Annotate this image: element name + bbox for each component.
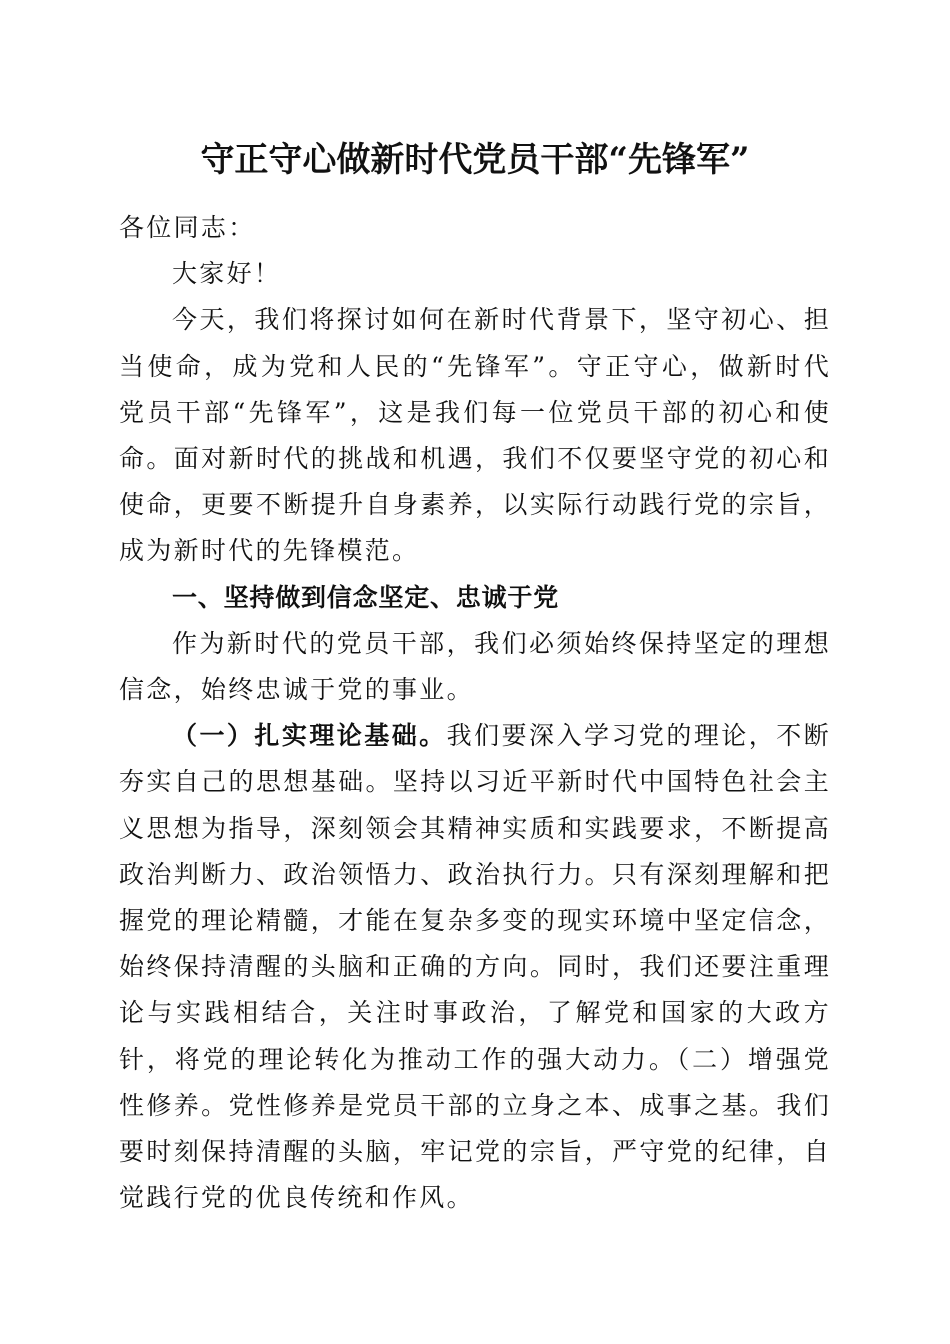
section-heading-1: 一、坚持做到信念坚定、忠诚于党 xyxy=(172,582,560,612)
subsection-1-lead: （一）扎实理论基础。 xyxy=(172,721,447,751)
subsection-2-lead: （二）增强党性修养。 xyxy=(119,1044,831,1120)
intro-paragraph: 今天，我们将探讨如何在新时代背景下，坚守初心、担当使命，成为党和人民的“先锋军”。守正守心，做新时代党员干部“先锋军”，这是我们每一位党员干部的初心和使命。面对新时代的挑战和机遇，我们不仅要坚守党的初心和使命，更要不断提升自身素养，以实际行动践行党的宗旨，成为新时代的先锋模范。 xyxy=(119,305,831,566)
subsection-1-text: 我们要深入学习党的理论，不断夯实自己的思想基础。坚持以习近平新时代中国特色社会主义思想为指导，深刻领会其精神实质和实践要求，不断提高政治判断力、政治领悟力、政治执行力。只有深刻理解和把握党的理论精髓，才能在复杂多变的现实环境中坚定信念，始终保持清醒的头脑和正确的方向。同时，我们还要注重理论与实践相结合，关注时事政治，了解党和国家的大政方针，将党的理论转化为推动工作的强大动力。 xyxy=(119,721,831,1074)
document-body xyxy=(119,205,831,1221)
subsection-2-text: 党性修养是党员干部的立身之本、成事之基。我们要时刻保持清醒的头脑，牢记党的宗旨，严守党的纪律，自觉践行党的优良传统和作风。 xyxy=(119,1090,832,1213)
subsection-paragraph xyxy=(119,713,831,1221)
salutation: 各位同志： xyxy=(119,213,256,242)
greeting: 大家好！ xyxy=(172,259,282,289)
section-1-intro: 作为新时代的党员干部，我们必须始终保持坚定的理想信念，始终忠诚于党的事业。 xyxy=(119,628,831,705)
document-title: 守正守心做新时代党员干部“先锋军” xyxy=(200,140,750,180)
